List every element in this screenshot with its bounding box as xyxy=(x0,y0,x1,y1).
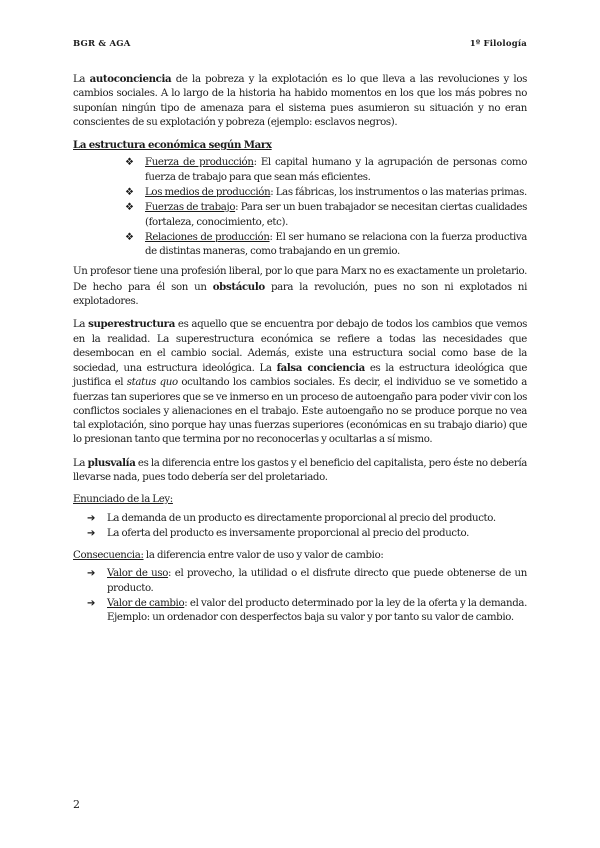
structure-list xyxy=(73,156,527,259)
list-item-term: Los medios de producción xyxy=(145,186,271,198)
page-number: 2 xyxy=(73,798,80,811)
consecuencia-label: Consecuencia: la diferencia entre valor de uso y valor de cambio: xyxy=(73,550,384,562)
status-quo-term: status quo xyxy=(126,377,178,389)
superestructura-paragraph: La superestructura es aquello que se encuentra por debajo de todos los cambios que vemos en la realidad. La superestructura económica se refiere a todas las necesidades que desembocan en el cambio social. Además, existe una estructura social como base de la sociedad, una estructura ideológica. La falsa conciencia es la estructura ideológica que justifica el status quo ocultando los cambios sociales. Es decir, el individuo se ve sometido a fuerzas tan superiores que se ve inmerso en un proceso de autoengaño para poder vivir con los conflictos sociales y alienaciones en el trabajo. Este autoengaño no se produce porque no vea tal explotación, sino porque hay unas fuerzas superiores (económicas en su trabajo diario) que lo presionan tanto que termina por no reconocerlas y ocultarlas a sí mismo. xyxy=(73,318,528,446)
obstaculo-term: obstáculo xyxy=(212,280,265,293)
header-left: BGR & AGA xyxy=(73,39,131,49)
list-item: ➔ Valor de cambio: el valor del producto determinado por la ley de la oferta y la demanda. Ejemplo: un ordenador con desperfectos baja su valor y por tanto su valor de cambio. xyxy=(87,598,527,624)
diamond-bullet-icon: ❖ xyxy=(125,186,134,198)
list-item: ❖ Relaciones de producción: El ser humano se relaciona con la fuerza productiva de distintas maneras, como trabajando en un gremio. xyxy=(125,231,527,258)
superestructura-term: superestructura xyxy=(88,318,175,331)
list-item: ❖ Los medios de producción: Las fábricas, los instrumentos o las materias primas. xyxy=(125,186,527,198)
arrow-bullet-icon: ➔ xyxy=(87,527,96,539)
section-title: La estructura económica según Marx xyxy=(73,139,272,152)
falsa-conciencia-term: falsa conciencia xyxy=(276,362,365,375)
diamond-bullet-icon: ❖ xyxy=(125,202,134,214)
list-item-term: Fuerza de producción xyxy=(145,157,254,169)
consecuencia-list xyxy=(73,567,527,625)
profesor-paragraph: Un profesor tiene una profesión liberal, por lo que para Marx no es exactamente un proletario. De hecho para él son un obstáculo para la revolución, pues no son ni explotados ni explotadores. xyxy=(73,266,527,307)
list-item-term: Valor de cambio xyxy=(107,598,185,609)
enunciado-label: Enunciado de la Ley: xyxy=(73,494,173,506)
plusvalia-term: plusvalía xyxy=(87,456,136,469)
list-item-term: Valor de uso xyxy=(107,568,169,580)
arrow-bullet-icon: ➔ xyxy=(87,568,96,580)
list-item: ❖ Fuerzas de trabajo: Para ser un buen trabajador se necesitan ciertas cualidades (fortaleza, conocimiento, etc). xyxy=(125,202,527,228)
list-item: ❖ Fuerza de producción: El capital humano y la agrupación de personas como fuerza de trabajo para que sean más eficientes. xyxy=(125,157,527,183)
arrow-bullet-icon: ➔ xyxy=(87,598,96,609)
list-item: ➔ La oferta del producto es inversamente proporcional al precio del producto. xyxy=(87,527,527,541)
list-item: ➔ Valor de uso: el provecho, la utilidad o el disfrute directo que puede obtenerse de un producto. xyxy=(87,568,527,594)
header-right: 1º Filología xyxy=(469,39,527,49)
intro-term: autoconciencia xyxy=(89,73,172,85)
diamond-bullet-icon: ❖ xyxy=(125,157,134,169)
plusvalia-paragraph: La plusvalía es la diferencia entre los gastos y el beneficio del capitalista, pero éste no debería llevarse nada, pues todo debería ser del proletariado. xyxy=(73,456,527,484)
intro-paragraph: La autoconciencia de la pobreza y la explotación es lo que lleva a las revoluciones y los cambios sociales. A lo largo de la historia ha habido momentos en los que los más pobres no suponían ningún tipo de amenaza para el sistema pues asumieron su situación y no eran conscientes de su explotación y pobreza (ejemplo: esclavos negros). xyxy=(73,73,527,128)
list-item-term: Relaciones de producción xyxy=(145,231,270,243)
list-item-term: Fuerzas de trabajo xyxy=(145,202,236,214)
enunciado-list xyxy=(73,512,527,542)
page-body xyxy=(73,72,527,634)
diamond-bullet-icon: ❖ xyxy=(125,231,134,243)
list-item: ➔ La demanda de un producto es directamente proporcional al precio del producto. xyxy=(87,512,527,526)
arrow-bullet-icon: ➔ xyxy=(87,512,96,524)
